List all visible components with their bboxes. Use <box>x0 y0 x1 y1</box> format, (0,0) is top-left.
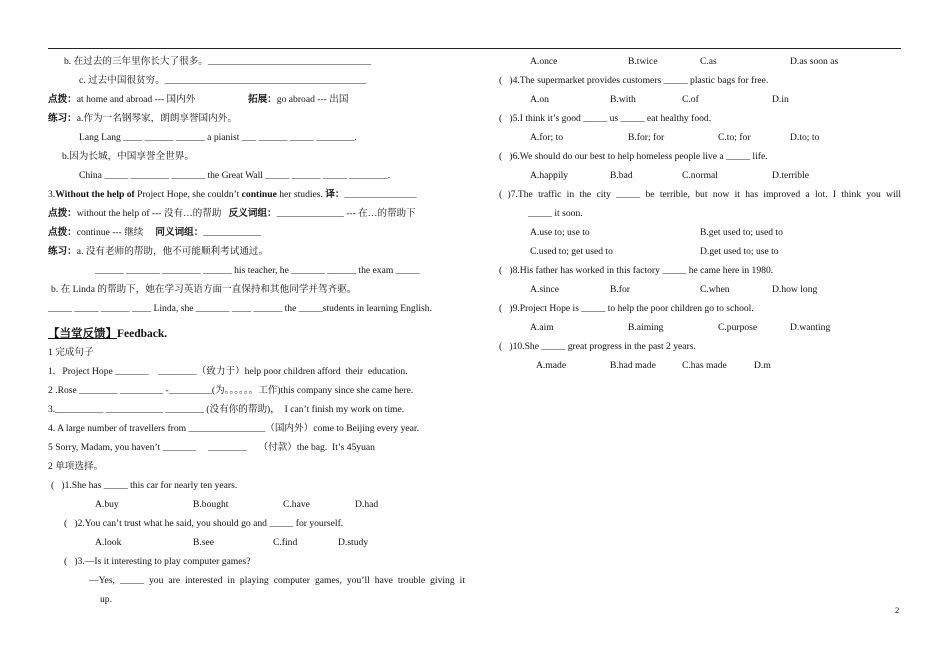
tip-line <box>48 94 195 106</box>
option: D.study <box>338 537 369 548</box>
option: D.had <box>355 499 379 510</box>
tip-text: continue --- 继续 <box>76 227 156 238</box>
option: D.as soon as <box>790 56 839 67</box>
option: C.purpose <box>718 322 758 333</box>
extension-text: go abroad --- 出国 <box>276 94 349 105</box>
tip-label: 点拨： <box>48 208 77 219</box>
option: B.twice <box>628 56 658 67</box>
page-number: 2 <box>895 605 900 615</box>
tip-text: without the help of --- 没有…的帮助 <box>76 208 229 219</box>
completion-item: 5 Sorry, Madam, you haven’t _______ ________ （付款）the bag. It’s 45yuan <box>48 442 375 453</box>
question: ( )8.His father has worked in this factory _____ he came here in 1980. <box>499 265 774 276</box>
question-continuation: up. <box>100 594 112 605</box>
question: ( )4.The supermarket provides customers _____ plastic bags for free. <box>499 75 769 86</box>
option: C.normal <box>682 170 718 181</box>
extension-label: 拓展： <box>248 94 277 105</box>
exercise-line: ______ _______ ________ ______ his teacher, he _______ ______ the exam _____ <box>95 265 420 276</box>
option: C.to; for <box>718 132 751 143</box>
option: B.for; for <box>628 132 665 143</box>
section-label: 1 完成句子 <box>48 347 94 358</box>
exercise-line: c. 过去中国很贫穷。__________________________________________ <box>79 75 367 86</box>
option: B.with <box>610 94 636 105</box>
option: A.since <box>530 284 560 295</box>
option: C.used to; get used to <box>530 246 613 257</box>
practice-line <box>48 113 237 125</box>
option: A.on <box>530 94 549 105</box>
header-rule <box>48 48 901 49</box>
practice-line <box>48 246 268 258</box>
feedback-heading <box>48 328 167 340</box>
exercise-line: Lang Lang ____ ______ ______ a pianist ___ ______ _____ ________. <box>79 132 357 143</box>
question: ( )6.We should do our best to help homeless people live a _____ life. <box>499 151 768 162</box>
completion-item: 4. A large number of travellers from ________________（国内外）come to Beijing every year. <box>48 423 419 434</box>
feedback-heading-en: Feedback. <box>117 328 168 340</box>
option: A.made <box>536 360 567 371</box>
question: ( )3.—Is it interesting to play computer games? <box>64 556 251 567</box>
sentence-3 <box>48 189 416 201</box>
antonym-text: ______________ --- 在…的帮助下 <box>276 208 416 219</box>
question: ( )1.She has _____ this car for nearly ten years. <box>51 480 238 491</box>
exercise-line: _____ _____ ______ ____ Linda, she _______ ____ ______ the _____students in learning English. <box>48 303 432 314</box>
question: ( )7.The traffic in the city _____ be terrible, but now it has improved a lot. I think you will <box>499 189 901 200</box>
option: B.aiming <box>628 322 664 333</box>
option: D.wanting <box>790 322 831 333</box>
option: C.have <box>283 499 310 510</box>
blank: _______________ <box>344 189 417 200</box>
option: C.find <box>273 537 298 548</box>
practice-text: a.作为一名钢琴家，朗朗享誉国内外。 <box>76 113 237 124</box>
exercise-line: China _____ ________ _______ the Great Wall _____ ______ _____ ________. <box>79 170 391 181</box>
exercise-line: b. 在过去的三年里你长大了很多。__________________________________ <box>64 56 371 67</box>
option: B.see <box>193 537 215 548</box>
option: A.happily <box>530 170 569 181</box>
option: D.in <box>772 94 789 105</box>
tip-label: 点拨： <box>48 94 77 105</box>
tip-text: at home and abroad --- 国内外 <box>76 94 196 105</box>
option: A.once <box>530 56 558 67</box>
sentence-text: Project Hope, she couldn’t <box>134 189 242 200</box>
question-continuation: —Yes, _____ you are interested in playing computer games, you’ll have trouble giving it <box>89 575 465 586</box>
practice-label: 练习： <box>48 113 77 124</box>
key-word: continue <box>241 189 277 200</box>
question: ( )9.Project Hope is _____ to help the poor children go to school. <box>499 303 754 314</box>
option: A.look <box>95 537 122 548</box>
question: ( )5.I think it’s good _____ us _____ eat healthy food. <box>499 113 712 124</box>
option: B.get used to; used to <box>700 227 783 238</box>
option: C.as <box>700 56 717 67</box>
exercise-line: b.因为长城，中国享誉全世界。 <box>62 151 194 162</box>
option: A.buy <box>95 499 119 510</box>
option: B.bad <box>610 170 633 181</box>
option: B.had made <box>610 360 656 371</box>
option: D.m <box>754 360 771 371</box>
practice-label: 练习： <box>48 246 77 257</box>
extension-line <box>248 94 348 106</box>
option: B.for <box>610 284 630 295</box>
option: A.for; to <box>530 132 564 143</box>
option: B.bought <box>193 499 229 510</box>
feedback-heading-cn: 【当堂反馈】 <box>48 328 117 340</box>
option: C.when <box>700 284 730 295</box>
key-phrase: Without the help of <box>55 189 135 200</box>
sentence-text: her studies. <box>276 189 326 200</box>
option: C.has made <box>682 360 727 371</box>
question-continuation: _____ it soon. <box>528 208 583 219</box>
antonym-label: 反义词组： <box>228 208 277 219</box>
option: C.of <box>682 94 699 105</box>
completion-item: 2 .Rose ________ _________ -_________(为。。。。。。工作)this company since she came here. <box>48 385 414 396</box>
option: A.aim <box>530 322 554 333</box>
option: D.to; to <box>790 132 820 143</box>
option: D.terrible <box>772 170 810 181</box>
completion-item: 1. Project Hope _______ ________（致力于）help poor children afford their education. <box>48 366 408 377</box>
option: A.use to; use to <box>530 227 590 238</box>
tip-label: 点拨： <box>48 227 77 238</box>
number: 3. <box>48 189 56 200</box>
question: ( )10.She _____ great progress in the past 2 years. <box>499 341 696 352</box>
option: D.get used to; use to <box>700 246 779 257</box>
option: D.how long <box>772 284 818 295</box>
question: ( )2.You can’t trust what he said, you should go and _____ for yourself. <box>64 518 344 529</box>
synonym-text: ____________ <box>203 227 261 238</box>
tip-line <box>48 227 261 239</box>
practice-text: a. 没有老师的帮助，他不可能顺利考试通过。 <box>76 246 269 257</box>
section-label: 2 单项选择。 <box>48 461 104 472</box>
exercise-line: b. 在 Linda 的帮助下，她在学习英语方面一直保持和其他同学并驾齐驱。 <box>51 284 357 295</box>
translate-label: 译： <box>325 189 345 200</box>
synonym-label: 同义词组： <box>155 227 204 238</box>
tip-line <box>48 208 416 220</box>
completion-item: 3.__________ ____________ ________ (没有你的帮助)， I can’t finish my work on time. <box>48 404 405 415</box>
